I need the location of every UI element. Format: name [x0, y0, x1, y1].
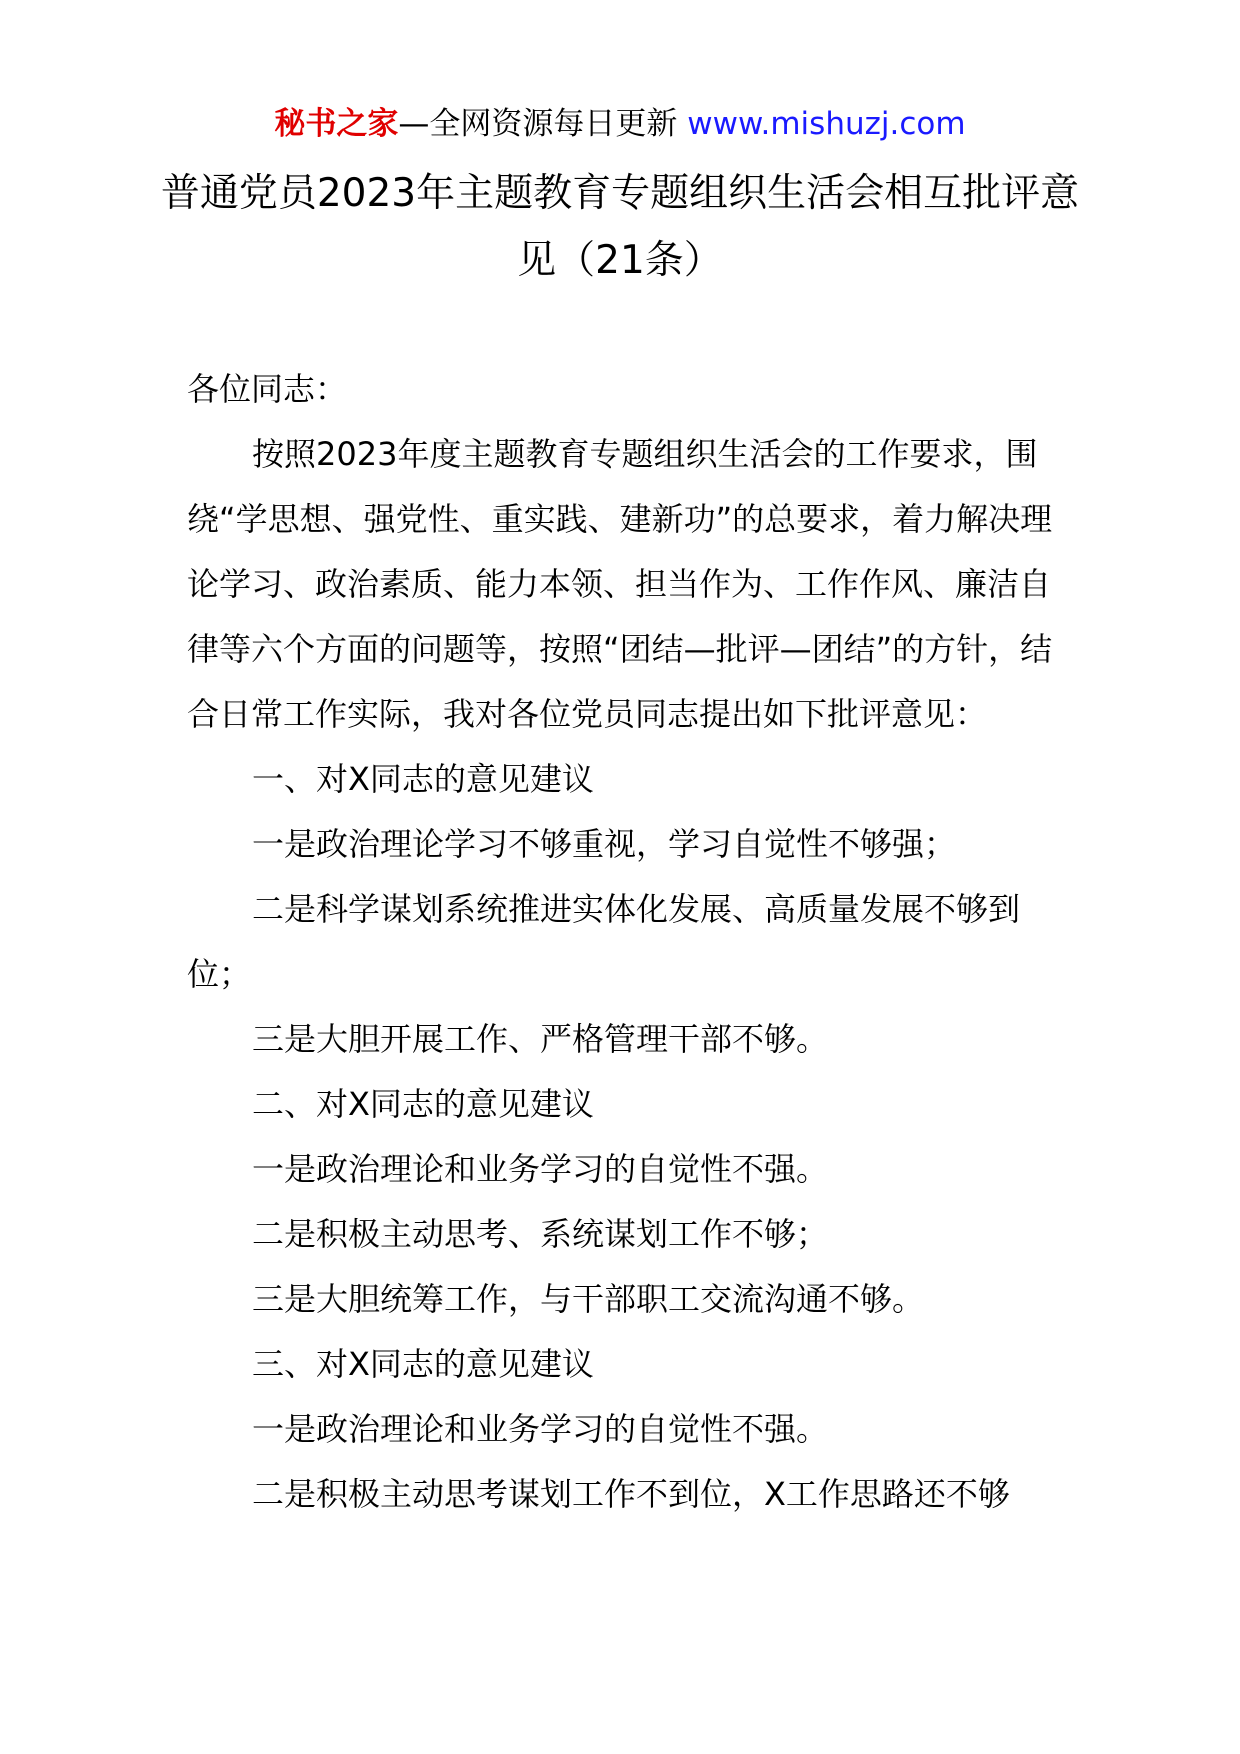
section-item: 二是科学谋划系统推进实体化发展、高质量发展不够到位；	[187, 890, 1021, 993]
section-heading: 一、对X同志的意见建议	[252, 760, 594, 798]
section-heading: 三、对X同志的意见建议	[252, 1345, 594, 1383]
section-heading: 二、对X同志的意见建议	[252, 1085, 594, 1123]
section-item: 二是积极主动思考谋划工作不到位，X工作思路还不够	[252, 1475, 1010, 1513]
section-item: 三是大胆开展工作、严格管理干部不够。	[252, 1020, 829, 1058]
site-banner	[0, 98, 1240, 150]
section-item: 二是积极主动思考、系统谋划工作不够；	[252, 1215, 829, 1253]
document-body	[187, 357, 1067, 1527]
document-title: 普通党员2023年主题教育专题组织生活会相互批评意见（21条）	[160, 171, 1080, 283]
section-item: 一是政治理论学习不够重视，学习自觉性不够强；	[252, 825, 957, 863]
section-item: 一是政治理论和业务学习的自觉性不强。	[252, 1150, 829, 1188]
intro-paragraph: 按照2023年度主题教育专题组织生活会的工作要求，围绕“学思想、强党性、重实践、建新功”的总要求，着力解决理论学习、政治素质、能力本领、担当作为、工作作风、廉洁自律等六个方面的问题等，按照“团结—批评—团结”的方针，结合日常工作实际，我对各位党员同志提出如下批评意见：	[187, 435, 1053, 733]
section-item: 一是政治理论和业务学习的自觉性不强。	[252, 1410, 829, 1448]
section-item: 三是大胆统筹工作，与干部职工交流沟通不够。	[252, 1280, 925, 1318]
brand-name: 秘书之家	[274, 106, 399, 142]
salutation: 各位同志：	[187, 370, 348, 408]
site-url-link[interactable]: www.mishuzj.com	[687, 106, 966, 142]
banner-tagline: —全网资源每日更新	[398, 106, 678, 142]
